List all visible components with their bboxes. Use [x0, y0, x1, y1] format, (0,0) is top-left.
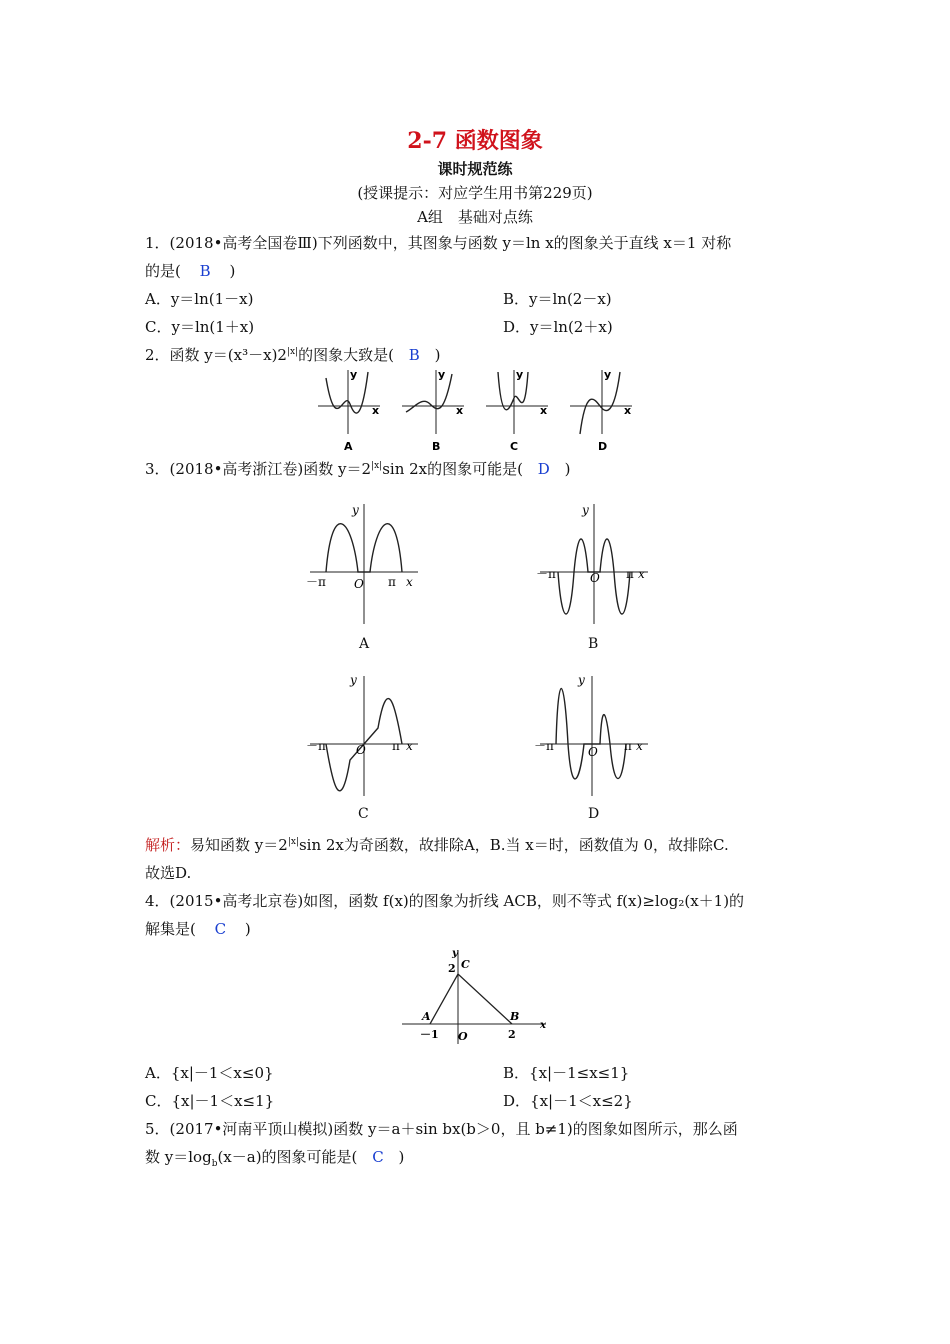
q3-graph-d-label: D — [588, 806, 600, 822]
q4-x-2: 2 — [508, 1028, 516, 1041]
q1-stem-post: ) — [229, 262, 236, 280]
solution-line1 — [145, 834, 729, 855]
q3-graph-d — [530, 670, 660, 800]
q2-graph-d — [568, 368, 638, 454]
q2-graph-c-y-label: y — [516, 368, 524, 381]
q3-graph-c-label: C — [358, 806, 369, 822]
q2-stem — [145, 344, 440, 365]
q5-answer: C — [372, 1148, 384, 1166]
q3-c-pi: π — [392, 739, 400, 753]
q2-graph-b-y-label: y — [438, 368, 446, 381]
section-subtitle: 课时规范练 — [437, 160, 513, 178]
q3-graph-c — [300, 670, 430, 800]
q4-y-tick: 2 — [448, 962, 456, 975]
q3-b-pi: π — [626, 567, 634, 581]
q3-stem-pre: 3．(2018•高考浙江卷)函数 y＝2 — [145, 460, 372, 478]
q2-graph-b-x-label: x — [456, 404, 464, 417]
q5-stem-sub: b — [211, 1159, 218, 1169]
q4-answer: C — [214, 920, 227, 938]
q3-a-origin: O — [354, 577, 364, 591]
q2-graph-c-x-label: x — [540, 404, 548, 417]
q4-origin: O — [458, 1030, 468, 1043]
q3-c-origin: O — [356, 743, 366, 757]
q4-stem-line2 — [145, 918, 251, 939]
q2-stem-sup: |x| — [286, 347, 299, 357]
q1-stem-line1: 1．(2018•高考全国卷Ⅲ)下列函数中，其图象与函数 y＝ln x的图象关于直线 x＝1 对称 — [145, 234, 732, 252]
q3-d-origin: O — [588, 745, 598, 759]
q3-c-y-label: y — [350, 673, 357, 687]
q3-a-pi: π — [388, 575, 396, 589]
q1-answer: B — [199, 262, 211, 280]
q1-stem-line2 — [145, 260, 235, 281]
q3-answer: D — [537, 460, 550, 478]
textbook-hint: (授课提示：对应学生用书第229页) — [357, 184, 593, 202]
q2-graph-c-label: C — [510, 440, 519, 453]
q5-stem-line1: 5．(2017•河南平顶山模拟)函数 y＝a＋sin bx(b＞0，且 b≠1)的图象如图所示，那么函 — [145, 1120, 738, 1138]
q2-stem-close: ) — [434, 346, 441, 364]
q4-y-label: y — [452, 948, 458, 959]
q2-stem-pre: 2．函数 y＝(x³－x)2 — [145, 346, 287, 364]
q5-stem-line2 — [145, 1146, 404, 1169]
q3-c-neg-pi: －π — [306, 739, 326, 753]
q3-stem-sup: |x| — [371, 461, 383, 471]
solution-sup: |x| — [287, 837, 299, 847]
q1-option-b: B．y＝ln(2－x) — [503, 290, 612, 308]
q3-a-neg-pi: －π — [306, 575, 326, 589]
q2-graph-b-label: B — [432, 440, 441, 453]
q2-graph-a — [316, 368, 386, 454]
solution-label: 解析： — [145, 836, 191, 854]
q3-b-neg-pi: －π — [536, 567, 556, 581]
q1-option-a: A．y＝ln(1－x) — [145, 290, 254, 308]
q3-b-y-label: y — [582, 503, 589, 517]
q4-stem-pre: 解集是( — [145, 920, 196, 938]
q4-x-neg1: －1 — [420, 1028, 439, 1041]
q3-d-x-label: x — [636, 739, 643, 753]
q4-graph — [400, 946, 550, 1046]
group-heading: A组 基础对点练 — [417, 208, 533, 226]
page-title: 2-7 函数图象 — [407, 128, 543, 154]
q4-option-c: C．{x|－1＜x≤1} — [145, 1092, 275, 1110]
q3-d-pi: π — [624, 739, 632, 753]
solution-post: sin 2x为奇函数，故排除A，B.当 x＝时，函数值为 0，故排除C. — [298, 836, 729, 854]
q2-graph-b — [400, 368, 470, 454]
q2-graph-c — [484, 368, 554, 454]
q2-answer: B — [408, 346, 420, 364]
q2-graph-a-x-label: x — [372, 404, 380, 417]
solution-line2: 故选D. — [145, 864, 192, 882]
q2-graph-a-y-label: y — [350, 368, 358, 381]
q1-stem-pre: 的是( — [145, 262, 181, 280]
q3-b-x-label: x — [638, 567, 645, 581]
q4-option-a: A．{x|－1＜x≤0} — [145, 1064, 274, 1082]
q4-stem-line1: 4．(2015•高考北京卷)如图，函数 f(x)的图象为折线 ACB，则不等式 f(x)≥log₂(x＋1)的 — [145, 892, 745, 910]
q5-stem-pre: 数 y＝log — [145, 1148, 212, 1166]
q2-graph-d-label: D — [598, 440, 608, 453]
q4-option-d: D．{x|－1＜x≤2} — [503, 1092, 633, 1110]
solution-pre: 易知函数 y＝2 — [190, 836, 288, 854]
q4-stem-post: ) — [244, 920, 251, 938]
q3-a-x-label: x — [406, 575, 413, 589]
q3-stem — [145, 458, 570, 479]
q3-d-neg-pi: －π — [534, 739, 554, 753]
q3-stem-post: sin 2x的图象可能是( — [382, 460, 523, 478]
q3-graph-a — [300, 498, 430, 628]
q4-point-a: A — [422, 1010, 431, 1023]
q4-point-c: C — [461, 958, 470, 971]
q2-stem-post: 的图象大致是( — [298, 346, 394, 364]
q2-graph-a-label: A — [344, 440, 353, 453]
q2-graph-d-y-label: y — [604, 368, 612, 381]
q3-graph-b — [530, 498, 660, 628]
q4-option-b: B．{x|－1≤x≤1} — [503, 1064, 630, 1082]
q3-d-y-label: y — [578, 673, 585, 687]
q4-point-b: B — [510, 1010, 520, 1023]
q5-stem-mid: (x－a)的图象可能是( — [217, 1148, 358, 1166]
q1-option-c: C．y＝ln(1＋x) — [145, 318, 255, 336]
q3-a-y-label: y — [352, 503, 359, 517]
q3-graph-a-label: A — [359, 636, 370, 652]
q3-stem-close: ) — [564, 460, 571, 478]
q3-b-origin: O — [590, 571, 600, 585]
q1-option-d: D．y＝ln(2＋x) — [503, 318, 613, 336]
q5-stem-post: ) — [398, 1148, 405, 1166]
q3-c-x-label: x — [406, 739, 413, 753]
q2-graph-d-x-label: x — [624, 404, 632, 417]
q4-x-label: x — [540, 1020, 546, 1031]
q3-graph-b-label: B — [588, 636, 599, 652]
